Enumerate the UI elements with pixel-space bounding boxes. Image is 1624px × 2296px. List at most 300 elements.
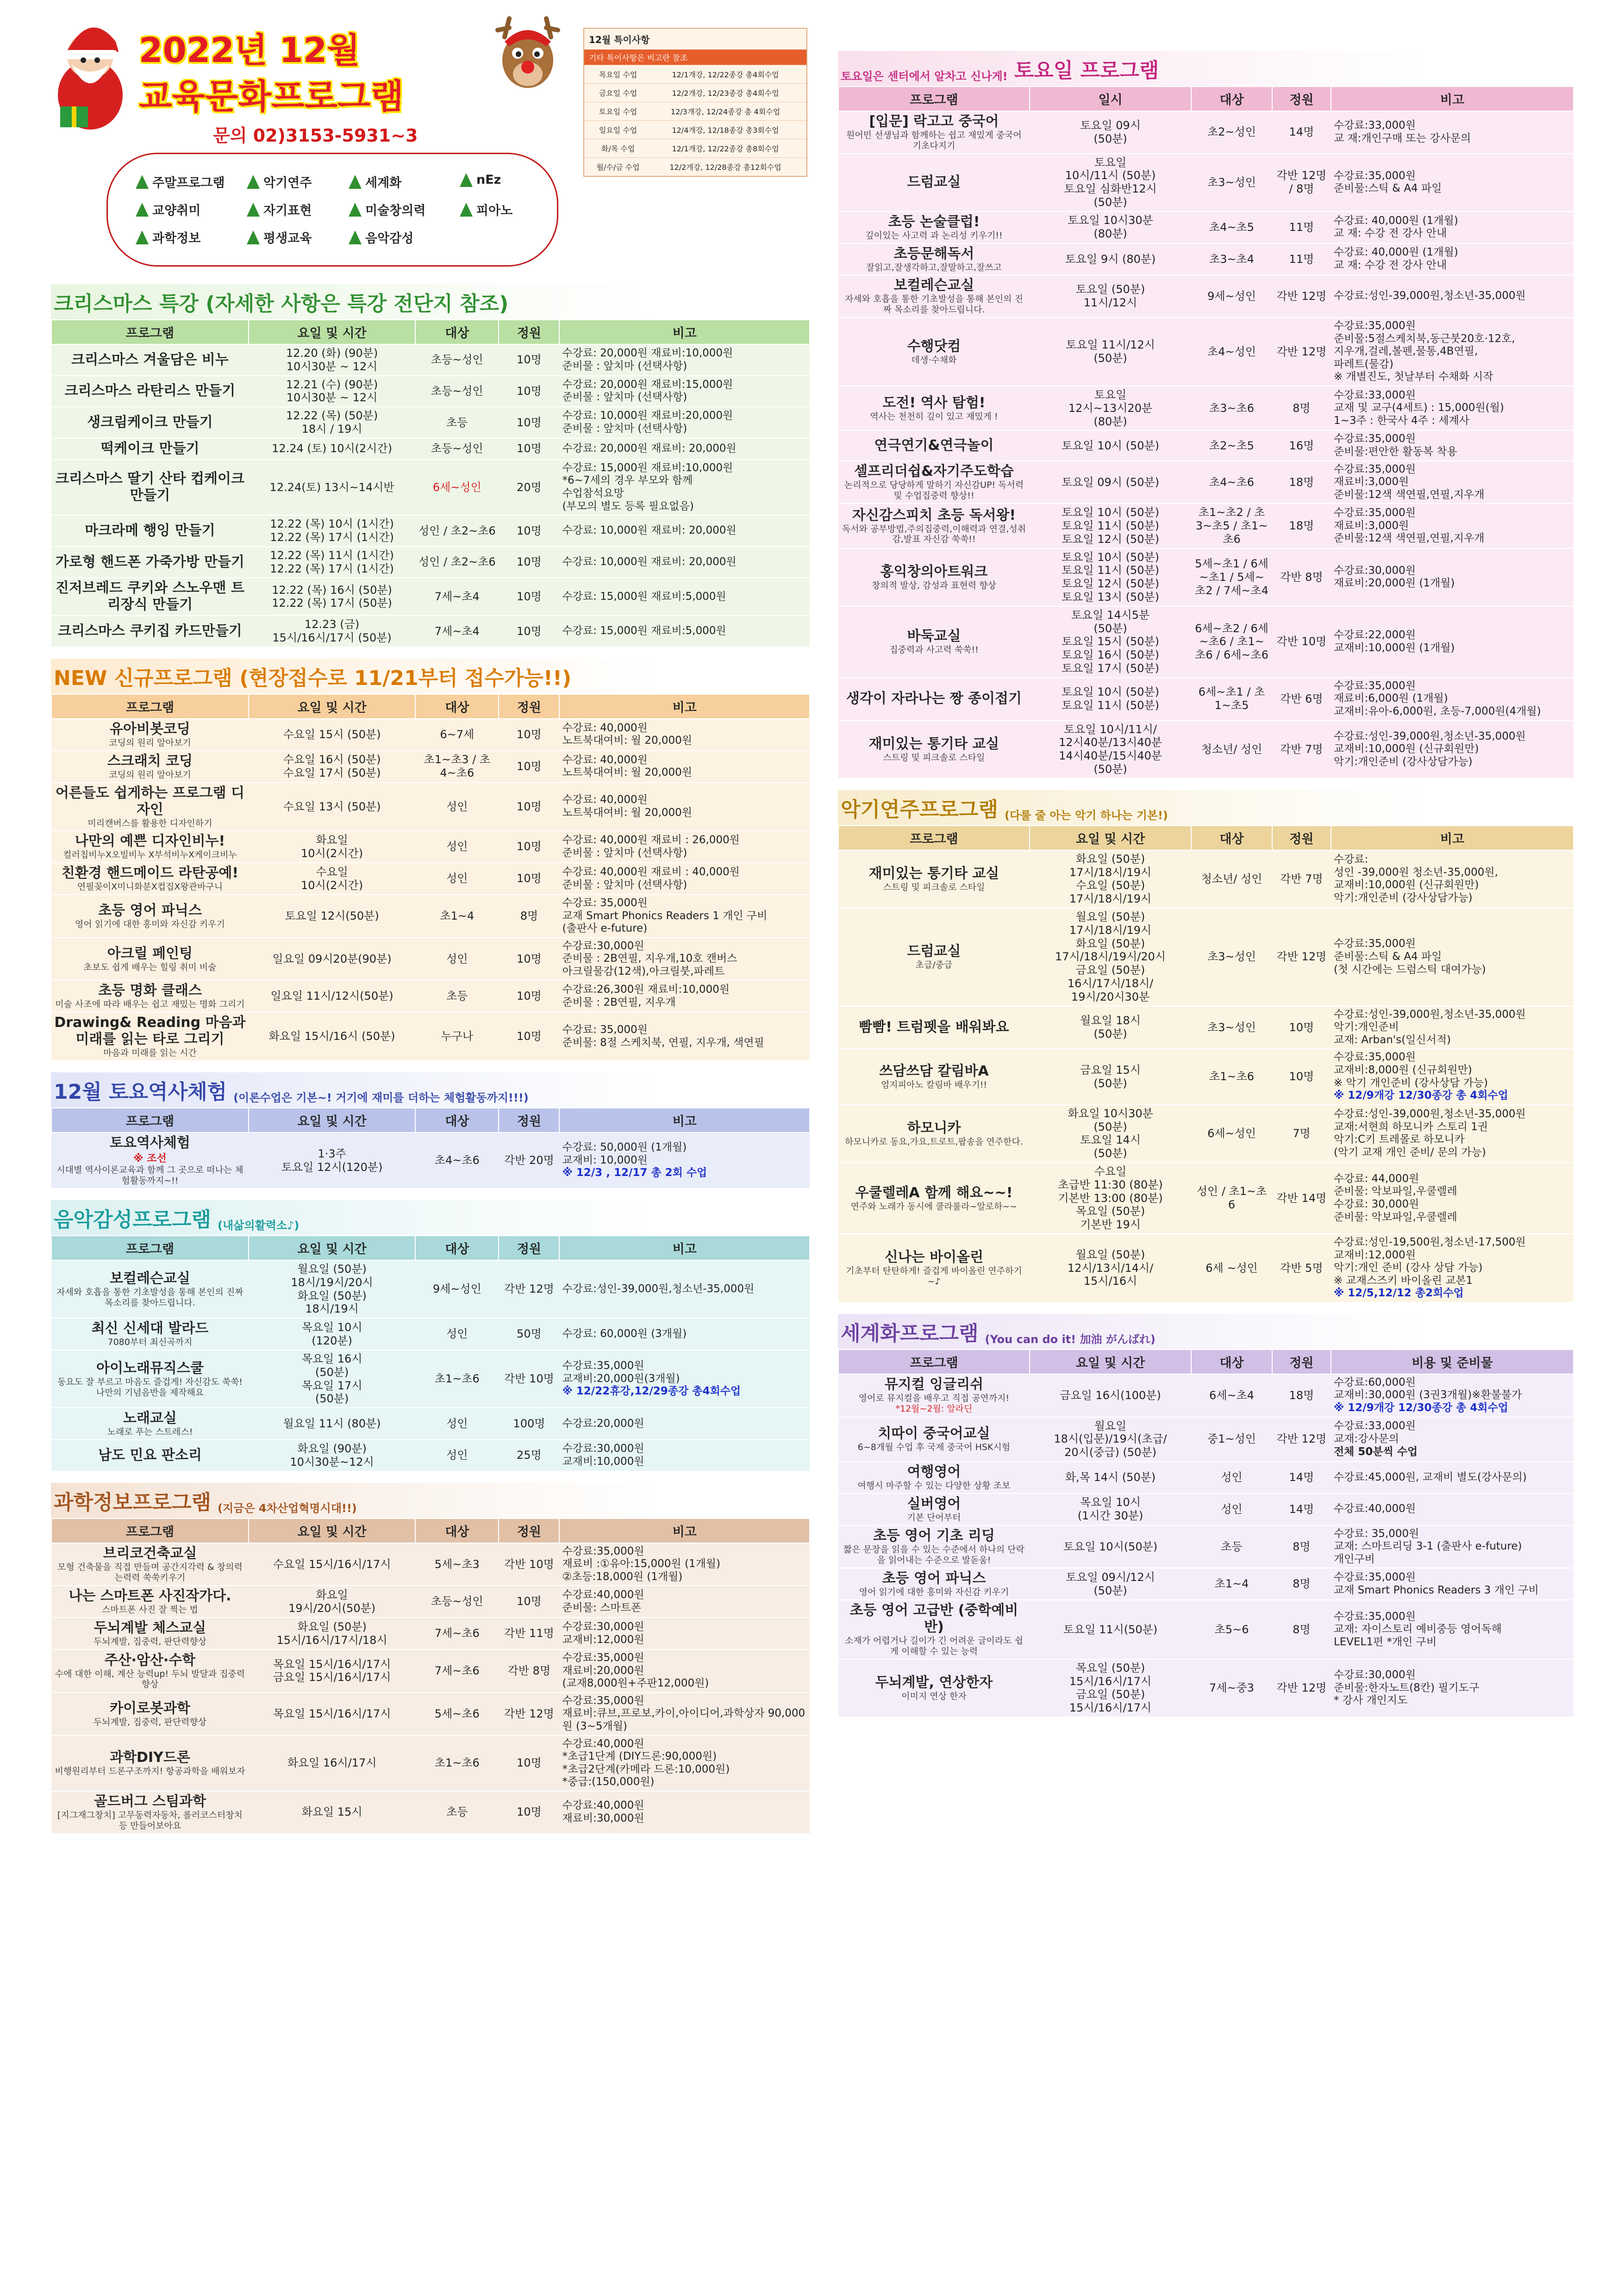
schedule-line: 17시/18시/19시 (1069, 892, 1152, 906)
schedule-cell (249, 547, 415, 578)
capacity-cell: 25명 (499, 1440, 559, 1471)
schedule-line: 토요일 10시 (50분) (1062, 550, 1160, 564)
capacity-cell: 10명 (499, 938, 559, 981)
table-row (838, 1049, 1574, 1104)
memo-line: *중급:(150,000원) (562, 1776, 655, 1788)
schedule-line: 금요일 16시(100분) (1060, 1388, 1161, 1402)
target-cell: 초1~초2 / 초3~초5 / 초1~초6 (1191, 504, 1272, 548)
schedule-line: 토요일 12시 (50분) (1062, 532, 1160, 546)
schedule-line: 12시~13시20분 (1068, 401, 1153, 415)
schedule-cell (1030, 154, 1191, 212)
memo-line: 수강료: 40,000원 재료비 : 26,000원 (562, 834, 740, 846)
capacity-cell: 10명 (499, 1736, 559, 1791)
table-row (838, 678, 1574, 721)
memo-line: 개인구비 (1333, 1553, 1375, 1565)
section-title: 악기연주프로그램 (다룰 줄 아는 악기 하나는 기본!) (838, 790, 1574, 825)
schedule-cell (1030, 1493, 1191, 1525)
table-row (838, 1525, 1574, 1568)
memo-cell (559, 1586, 810, 1618)
program-name: 셀프리더쉽&자기주도학습 (854, 463, 1014, 480)
memo-line: 교재비:8,000원 (신규회원만) (1333, 1064, 1472, 1076)
program-name: 초등 영어 파닉스 (98, 902, 202, 919)
memo-line: 교재비:30,000원 (3권3개월)※환불불가 (1333, 1389, 1522, 1401)
memo-line: 수강료: 40,000원 (562, 722, 648, 734)
program-cell (51, 1618, 249, 1649)
memo-line: 교재비:10,000원 (신규회원만) (1333, 879, 1479, 891)
notice-row: 목요일 수업 12/1개강, 12/22종강 총4회수업 (584, 65, 806, 83)
column-header: 프로그램 (838, 87, 1030, 111)
schedule-cell (249, 1791, 415, 1834)
schedule-cell (1030, 1568, 1191, 1600)
program-table (51, 1518, 810, 1834)
target-cell: 초등 (415, 1791, 499, 1834)
program-table (51, 694, 810, 1061)
schedule-line: (50분) (1093, 1147, 1127, 1160)
schedule-cell (1030, 243, 1191, 275)
schedule-cell (249, 863, 415, 895)
program-cell (51, 863, 249, 895)
memo-line: 재료비:큐브,프로보,카이,아이디어,과학상자 90,000원 (3~5개월) (562, 1707, 806, 1732)
table-row (838, 154, 1574, 212)
schedule-cell (249, 616, 415, 647)
memo-cell (559, 895, 810, 938)
program-name: 브리코건축교실 (103, 1545, 197, 1562)
schedule-line: 수요일 (316, 865, 348, 878)
memo-line: 수강료: 60,000원 (3개월) (562, 1327, 687, 1340)
program-description: 수에 대한 이해, 계산 능력up! 두뇌 발달과 집중력 향상 (55, 1668, 245, 1690)
target-cell: 9세~성인 (415, 1260, 499, 1318)
column-header: 비고 (559, 694, 810, 719)
tree-icon (349, 230, 362, 244)
program-description: 연필꽂이X미니화분X컵집X왕관바구니 (77, 882, 223, 892)
schedule-line: 12.22 (목) 17시 (1시간) (270, 562, 394, 575)
capacity-cell: 10명 (499, 863, 559, 895)
memo-line: 수강료:30,000원 (562, 1443, 644, 1455)
memo-line: 수강료:성인-39,000원,청소년-35,000원 (1333, 730, 1526, 742)
memo-line: 수강료:35,000원 (1333, 169, 1416, 182)
category-item: 자기표현 (247, 200, 312, 218)
schedule-line: 19시/20시30분 (1071, 990, 1150, 1003)
schedule-line: 10시(2시간) (301, 878, 363, 892)
tree-icon (136, 203, 149, 217)
column-header: 요일 및 시간 (1030, 826, 1191, 850)
memo-cell (1331, 678, 1574, 721)
program-table (51, 1235, 810, 1472)
table-row (51, 1012, 810, 1061)
tree-icon (349, 203, 362, 217)
target-cell: 5세~초6 (415, 1692, 499, 1736)
program-description: 역사는 천천히 깊이 있고 재밌게 ! (870, 411, 998, 422)
schedule-line: 19시/20시(50분) (288, 1601, 376, 1615)
memo-line: 수강료:35,000원 (562, 1545, 644, 1557)
program-cell (51, 751, 249, 783)
schedule-line: 토요일 9시 (80분) (1065, 252, 1156, 266)
tree-icon (460, 203, 473, 217)
schedule-line: 목요일 10시 (1080, 1496, 1141, 1509)
program-table (838, 86, 1574, 779)
schedule-line: 화요일 (316, 833, 348, 846)
schedule-cell (249, 1408, 415, 1440)
column-header: 정원 (499, 694, 559, 719)
schedule-cell (1030, 1600, 1191, 1659)
memo-cell (559, 719, 810, 751)
schedule-line: 토요일 16시 (50분) (1062, 648, 1160, 662)
program-cell (838, 386, 1030, 430)
column-header: 프로그램 (51, 1518, 249, 1543)
program-cell (838, 1417, 1030, 1462)
schedule-line: 12시40분/13시40분 (1059, 736, 1162, 749)
schedule-line: 토요일 09시 (1080, 119, 1141, 132)
schedule-line: 17시/18시/19시/20시 (1055, 950, 1166, 964)
memo-line: 교재: 자이스토리 예비중등 영어독해 (1333, 1623, 1502, 1636)
schedule-line: 12.22 (목) 10시 (1시간) (270, 517, 394, 531)
table-row (838, 606, 1574, 678)
memo-line: 재료비 :①유아:15,000원 (1개월) (562, 1558, 720, 1570)
program-description: 연주와 노래가 동시에 쿨라룰라~알로하~~ (850, 1201, 1018, 1212)
table-row (838, 386, 1574, 430)
memo-cell (559, 1543, 810, 1586)
memo-cell (1331, 461, 1574, 504)
memo-line: 수강료:22,000원 (1333, 629, 1416, 641)
program-name: 두뇌계발 체스교실 (94, 1620, 206, 1636)
schedule-line: 수요일 15시/16시/17시 (273, 1557, 391, 1571)
memo-line: (출판사 e-future) (562, 922, 648, 935)
column-header: 요일 및 시간 (1030, 1350, 1191, 1374)
program-cell (838, 111, 1030, 154)
table-row (51, 1260, 810, 1318)
memo-note: ※ 12/3 , 12/17 총 2회 수업 (562, 1167, 707, 1179)
program-name: 크리스마스 라탄리스 만들기 (64, 383, 236, 399)
schedule-line: 목요일 17시 (301, 1379, 362, 1392)
schedule-line: 토요일 10시 (50분) (1062, 685, 1160, 699)
program-description: 잘읽고,잘생각하고,잘말하고,잘쓰고 (866, 262, 1002, 273)
program-cell (51, 1791, 249, 1834)
memo-line: 준비물:스틱 & A4 파일 (1333, 182, 1442, 195)
table-row (51, 1586, 810, 1618)
capacity-cell: 11명 (1272, 243, 1331, 275)
capacity-cell: 10명 (499, 1791, 559, 1834)
section-title: 음악감성프로그램 (내삶의활력소♪) (51, 1200, 810, 1235)
target-cell: 7세~초6 (415, 1649, 499, 1692)
memo-line: 성인 -39,000원 청소년-35,000원, (1333, 866, 1498, 878)
memo-cell (559, 438, 810, 460)
memo-line: 준비물: 스마트폰 (562, 1601, 642, 1614)
table-header-row (51, 1518, 810, 1543)
schedule-line: (50분) (1093, 195, 1127, 209)
schedule-cell (249, 1586, 415, 1618)
memo-note: ※ 12/22휴강,12/29종강 총4회수업 (562, 1385, 741, 1398)
schedule-line: 10시30분~12시 (290, 1455, 374, 1468)
column-header: 비고 (1331, 87, 1574, 111)
schedule-cell (249, 376, 415, 407)
schedule-line: 수요일 (50분) (1075, 879, 1145, 892)
capacity-cell: 10명 (1272, 1006, 1331, 1049)
program-name: 과학DIY드론 (110, 1749, 190, 1766)
program-description: 자세와 호흡을 통한 기초발성을 통해 본인의 진짜 목소리를 찾아드립니다. (56, 1287, 244, 1308)
capacity-cell: 각반 12명 (1272, 275, 1331, 317)
memo-line: ※ 교재스즈키 바이올린 교본1 (1333, 1274, 1473, 1287)
program-cell (51, 460, 249, 515)
contact-phone: 문의 02)3153-5931~3 (213, 125, 418, 146)
schedule-cell (1030, 461, 1191, 504)
memo-line: 수강료: 20,000원 재료비:15,000원 (562, 378, 733, 391)
capacity-cell: 각반 12명 (1272, 1659, 1331, 1717)
memo-cell (1331, 1234, 1574, 1302)
memo-line: 준비물 : 앞치마 (선택사항) (562, 360, 687, 372)
program-description: 집중력과 사고력 쑥쑥!! (889, 645, 979, 655)
capacity-cell: 10명 (499, 438, 559, 460)
table-header-row (838, 1350, 1574, 1374)
program-name: 떡케이크 만들기 (100, 440, 200, 457)
memo-line: 노트북대여비: 월 20,000원 (562, 806, 693, 819)
memo-line: 준비물 : 2B연필, 지우개,10호 캔버스 (562, 952, 737, 965)
target-cell: 7세~초4 (415, 616, 499, 647)
schedule-line: 금요일 (50분) (1075, 964, 1145, 977)
memo-line: 수강료:성인-39,000원,청소년-35,000원 (1333, 1108, 1526, 1120)
notice-row: 일요일 수업 12/4개강, 12/18종강 총3회수업 (584, 120, 806, 139)
schedule-line: 12시/13시/14시/ (1067, 1261, 1154, 1275)
program-name: 유아비봇코딩 (109, 721, 190, 737)
memo-cell (559, 344, 810, 376)
schedule-line: 토요일 14시5분 (1071, 608, 1150, 622)
category-item: 세계화 (349, 173, 401, 191)
schedule-cell (249, 980, 415, 1012)
schedule-line: 토요일 12시(50분) (285, 909, 379, 922)
capacity-cell: 10명 (499, 578, 559, 616)
schedule-line: 초급반 11:30 (80분) (1058, 1178, 1163, 1191)
memo-line: * 강사 개인지도 (1333, 1694, 1408, 1707)
memo-line: 수강료:35,000원 (562, 1360, 644, 1372)
column-header: 요일 및 시간 (249, 1108, 415, 1132)
capacity-cell: 14명 (1272, 1462, 1331, 1493)
schedule-line: (120분) (312, 1334, 352, 1347)
target-cell: 청소년/ 성인 (1191, 721, 1272, 778)
program-description: 스마트폰 사진 잘 찍는 법 (102, 1605, 198, 1615)
category-list (106, 153, 558, 267)
program-name: 크리스마스 쿠키집 카드만들기 (58, 623, 242, 640)
memo-line: 수강료:33,000원 (1333, 389, 1416, 401)
program-name: 치따이 중국어교실 (878, 1425, 990, 1442)
program-cell (51, 938, 249, 981)
schedule-cell (249, 515, 415, 547)
section-title: 과학정보프로그램 (지금은 4차산업혁명시대!!) (51, 1483, 810, 1518)
capacity-cell: 각반 7명 (1272, 721, 1331, 778)
capacity-cell: 10명 (499, 547, 559, 578)
program-name: 최신 신세대 발라드 (91, 1320, 209, 1337)
target-cell: 초5~6 (1191, 1600, 1272, 1659)
table-row (51, 751, 810, 783)
schedule-line: 12.24(토) 13시~14시반 (269, 480, 394, 494)
capacity-cell: 10명 (499, 616, 559, 647)
program-description: 이미지 연상 한자 (901, 1691, 967, 1702)
schedule-line: 목요일 (50분) (1075, 1661, 1145, 1674)
table-row (51, 783, 810, 831)
notice-row: 토요일 수업 12/3개강, 12/24종강 총 4회수업 (584, 102, 806, 120)
program-cell (838, 1163, 1030, 1234)
memo-line: 준비물 : 앞치마 (선택사항) (562, 846, 687, 859)
schedule-line: 토요일 10시 (50분) (1062, 506, 1160, 519)
column-header: 대상 (415, 320, 499, 344)
program-cell (51, 376, 249, 407)
schedule-cell (1030, 908, 1191, 1006)
capacity-cell: 10명 (499, 831, 559, 863)
memo-line: 수강료:30,000원 (562, 940, 644, 952)
program-cell (838, 212, 1030, 243)
capacity-cell: 16명 (1272, 430, 1331, 460)
memo-cell (1331, 606, 1574, 678)
program-cell (838, 678, 1030, 721)
memo-cell (1331, 1493, 1574, 1525)
memo-line: 악기:C키 트레몰로 하모니카 (1333, 1133, 1465, 1146)
program-table (51, 319, 810, 647)
memo-cell (559, 616, 810, 647)
target-cell: 성인 / 초1~초6 (1191, 1163, 1272, 1234)
memo-line: 수강료: 15,000원 재료비:10,000원 (562, 461, 733, 474)
program-cell (838, 606, 1030, 678)
memo-note: ※ 12/5,12/12 총2회수업 (1333, 1287, 1464, 1300)
program-description: 코딩의 원리 알아보기 (109, 769, 191, 780)
memo-line: 수강료: 40,000원 (1개월) (1333, 246, 1458, 259)
program-cell (51, 1012, 249, 1061)
memo-line: ※ 악기 개인준비 (강사상담 가능) (1333, 1076, 1488, 1089)
program-description: 하모니카로 동요,가요,트로트,팝송을 연주한다. (844, 1136, 1023, 1147)
memo-cell (1331, 1659, 1574, 1717)
schedule-line: 12.22 (목) 17시 (50분) (272, 597, 392, 610)
program-cell (838, 275, 1030, 317)
program-description: 영어로 뮤지컬을 배우고 직접 공연까지! (858, 1393, 1010, 1404)
schedule-line: 화요일 (316, 1588, 348, 1601)
schedule-line: (50분) (1093, 132, 1127, 145)
capacity-cell: 각반 12명 / 8명 (1272, 154, 1331, 212)
memo-line: 수강료:35,000원 (1333, 1051, 1416, 1064)
program-cell (51, 344, 249, 376)
memo-cell (1331, 721, 1574, 778)
category-item: nEz (460, 173, 501, 187)
memo-line: 수강료: 35,000원 (562, 1024, 648, 1036)
capacity-cell: 각반 12명 (499, 1692, 559, 1736)
memo-line: 교재비:12,000원 (562, 1633, 644, 1646)
table-row (838, 1006, 1574, 1049)
schedule-cell (1030, 317, 1191, 386)
tree-icon (460, 173, 473, 187)
memo-cell (559, 783, 810, 831)
schedule-cell (249, 407, 415, 438)
category-item: 악기연주 (247, 173, 312, 191)
program-table (51, 1108, 810, 1189)
memo-line: 준비물: 악보파일,우쿨렐레 (1333, 1211, 1457, 1223)
memo-line: 수강료:30,000원 (562, 1621, 644, 1633)
program-cell (51, 616, 249, 647)
schedule-cell (1030, 678, 1191, 721)
memo-cell (1331, 317, 1574, 386)
program-name: 수행닷컴 (907, 338, 961, 355)
column-header: 프로그램 (51, 320, 249, 344)
memo-line: 교재: Arban's(일신서적) (1333, 1033, 1451, 1046)
program-cell (838, 1493, 1030, 1525)
schedule-line: 10시/11시 (50분) (1065, 169, 1156, 182)
capacity-cell: 20명 (499, 460, 559, 515)
schedule-line: 토요일 (1094, 388, 1127, 401)
schedule-cell (1030, 1234, 1191, 1302)
program-cell (838, 908, 1030, 1006)
schedule-line: 15시/16시 (1083, 1275, 1137, 1288)
program-description: 두뇌계발, 집중력, 판단력향상 (93, 1636, 207, 1647)
target-cell: 초등 (415, 407, 499, 438)
target-cell: 초3~초6 (1191, 386, 1272, 430)
memo-line: 준비물:편안한 활동복 착용 (1333, 445, 1457, 458)
target-cell: 6세 ~성인 (1191, 1234, 1272, 1302)
program-cell (51, 438, 249, 460)
program-cell (51, 515, 249, 547)
memo-cell (559, 1791, 810, 1834)
target-cell: 성인 (1191, 1462, 1272, 1493)
notice-box (583, 28, 807, 177)
program-table (838, 825, 1574, 1303)
schedule-line: 18시/19시/20시 (291, 1276, 373, 1289)
schedule-line: 10시30분 ~ 12시 (286, 360, 378, 373)
schedule-cell (249, 751, 415, 783)
program-description: 미술 사조에 따라 배우는 쉽고 재밌는 명화 그리기 (55, 999, 245, 1010)
column-header: 비고 (559, 1236, 810, 1260)
table-header-row (838, 826, 1574, 850)
program-cell (838, 317, 1030, 386)
column-header: 대상 (415, 694, 499, 719)
tree-icon (247, 203, 260, 217)
capacity-cell: 10명 (499, 783, 559, 831)
schedule-line: 토요일 11시/12시 (1066, 338, 1155, 352)
category-item: 피아노 (460, 200, 512, 218)
section-christmas (51, 284, 810, 647)
memo-cell (1331, 908, 1574, 1006)
program-description: 엄지피아노 칼림바 배우기!! (881, 1080, 987, 1090)
schedule-line: 12.22 (목) 11시 (1시간) (270, 548, 394, 562)
program-name: 아크릴 페인팅 (107, 945, 193, 962)
schedule-line: 토요일 14시 (1080, 1133, 1141, 1147)
program-name: 재미있는 통기타 교실 (868, 865, 999, 882)
schedule-line: (50분) (1093, 1120, 1127, 1133)
memo-cell (1331, 850, 1574, 908)
program-name: 토요역사체험 (109, 1135, 190, 1151)
table-row (838, 548, 1574, 606)
tree-icon (247, 175, 260, 189)
schedule-line: 목요일 (50분) (1075, 1205, 1145, 1218)
program-name: 초등 영어 파닉스 (882, 1570, 986, 1587)
capacity-cell: 50명 (499, 1318, 559, 1350)
column-header: 정원 (499, 1518, 559, 1543)
notice-title: 12월 특이사항 (589, 34, 650, 45)
memo-line: *초급1단계 (DIY드론:90,000원) (562, 1750, 717, 1763)
schedule-cell (1030, 850, 1191, 908)
schedule-line: 1·3주 (318, 1147, 346, 1160)
program-description: 초보도 쉽게 배우는 힐링 취미 비술 (83, 962, 217, 972)
program-name: 드럼교실 (907, 943, 961, 960)
program-cell (51, 1132, 249, 1188)
memo-line: 교재: 스마트리딩 3-1 (출판사 e-future) (1333, 1540, 1522, 1553)
memo-line: 교재 Smart Phonics Readers 1 개인 구비 (562, 909, 768, 922)
program-cell (51, 831, 249, 863)
capacity-cell: 10명 (499, 1586, 559, 1618)
program-cell (51, 547, 249, 578)
program-description: 영어 읽기에 대한 흥미와 자신감 키우기 (75, 919, 225, 929)
column-header: 정원 (1272, 826, 1331, 850)
capacity-cell: 각반 10명 (499, 1350, 559, 1408)
memo-line: (악기 교재 개인 준비/ 문의 가능) (1333, 1146, 1486, 1158)
table-row (838, 1105, 1574, 1163)
program-cell (838, 850, 1030, 908)
schedule-cell (249, 460, 415, 515)
memo-cell (559, 547, 810, 578)
memo-line: 1~3주 : 한국사 4주 : 세계사 (1333, 414, 1469, 427)
